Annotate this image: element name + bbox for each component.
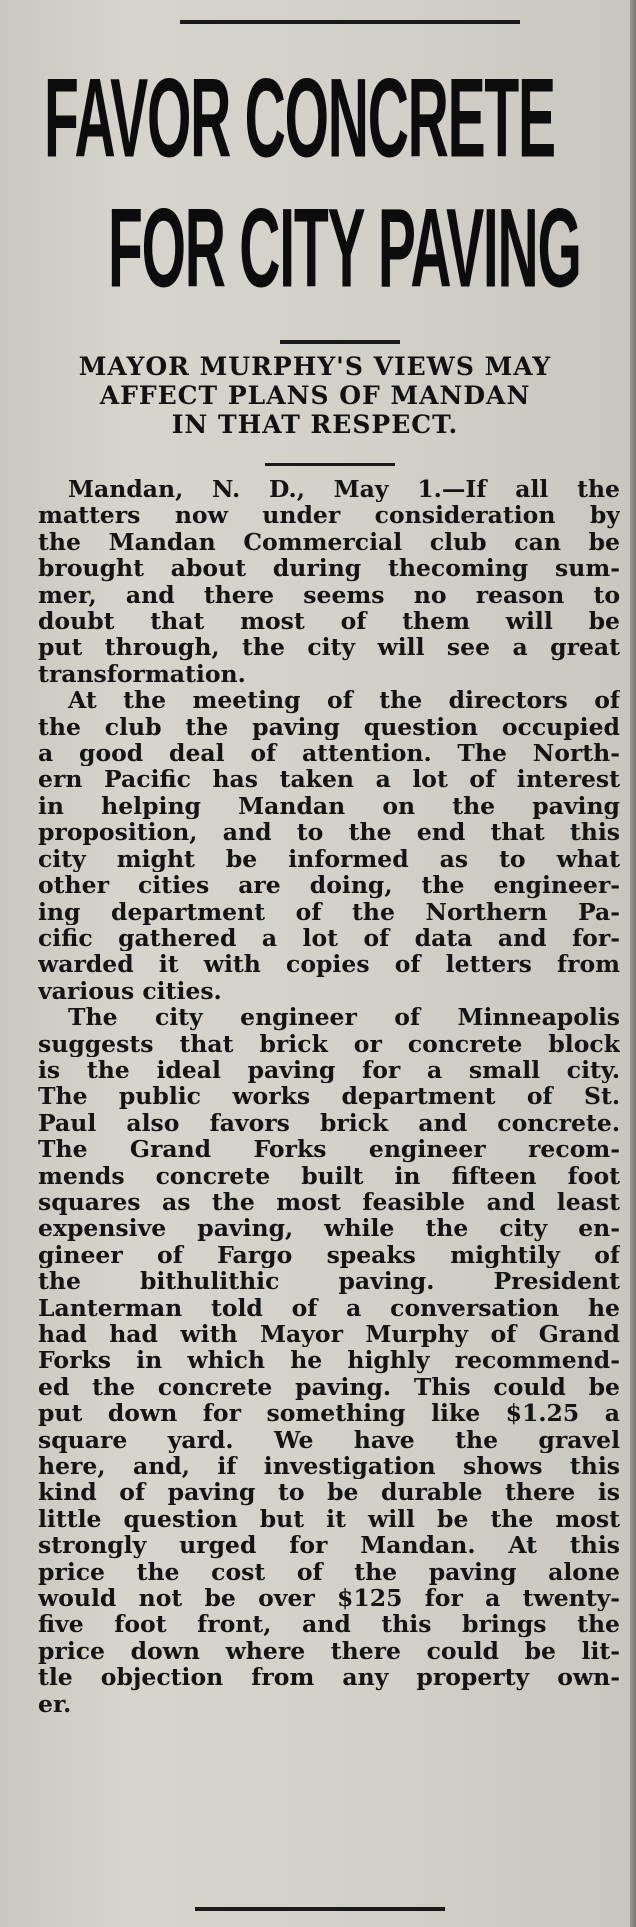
article-line: kind of paving to be durable there is [38, 1479, 620, 1506]
article-line: the bithulithic paving. President [38, 1268, 620, 1295]
article-paragraph [38, 476, 620, 687]
article-line: price the cost of the paving alone [38, 1558, 620, 1586]
subheadline-line-3: IN THAT RESPECT. [171, 410, 459, 439]
article-line: strongly urged for Mandan. At this [38, 1532, 620, 1559]
article-line: other cities are doing, the engineer- [38, 872, 620, 899]
article-line: At the meeting of the directors of [68, 687, 620, 714]
article-line: proposition, and to the end that this [38, 819, 620, 846]
article-line: put down for something like $1.25 a [38, 1400, 620, 1427]
deck-divider [265, 463, 395, 466]
article-line: gineer of Fargo speaks mightily of [38, 1241, 620, 1269]
article-paragraph [38, 1004, 620, 1717]
column-rule [630, 0, 636, 1927]
article-paragraph [38, 687, 620, 1004]
article-line: suggests that brick or concrete block [38, 1030, 620, 1057]
article-line: Lanterman told of a conversation he [38, 1294, 620, 1321]
subheadline-line-2: AFFECT PLANS OF MANDAN [99, 381, 531, 410]
article-line: various cities. [38, 977, 222, 1005]
article-line: expensive paving, while the city en- [38, 1215, 620, 1242]
article-line: ed the concrete paving. This could be [38, 1373, 620, 1401]
headline-line-1: FAVOR CONCRETE [44, 56, 555, 181]
article-line: doubt that most of them will be [38, 608, 620, 635]
article-line: five foot front, and this brings the [38, 1611, 620, 1638]
article-line: Forks in which he highly recommend- [38, 1347, 620, 1374]
article-line: the Mandan Commercial club can be [38, 528, 620, 556]
article-line: transformation. [38, 660, 246, 688]
article-line: warded it with copies of letters from [38, 951, 620, 978]
article-line: The public works department of St. [38, 1083, 620, 1110]
article-line: put through, the city will see a great [38, 634, 620, 661]
article-line: a good deal of attention. The North- [38, 740, 620, 767]
article-line: tle objection from any property own- [38, 1664, 620, 1691]
article-line: The Grand Forks engineer recom- [38, 1136, 620, 1163]
article-body [38, 476, 620, 1717]
article-line: ern Pacific has taken a lot of interest [38, 766, 620, 793]
article-line: square yard. We have the gravel [38, 1426, 620, 1454]
bottom-rule [195, 1907, 445, 1911]
top-rule [180, 20, 520, 24]
article-line: Paul also favors brick and concrete. [38, 1109, 620, 1137]
article-line: is the ideal paving for a small city. [38, 1056, 620, 1084]
article-line: price down where there could be lit- [38, 1637, 620, 1665]
article-line: matters now under consideration by [38, 502, 620, 529]
article-line: mends concrete built in fifteen foot [38, 1162, 620, 1189]
article-line: squares as the most feasible and least [38, 1188, 620, 1216]
article-line: er. [38, 1690, 72, 1718]
headline-line-2: FOR CITY PAVING [108, 186, 581, 311]
article-line: had had with Mayor Murphy of Grand [38, 1321, 620, 1348]
article-line: would not be over $125 for a twenty- [38, 1585, 620, 1612]
subheadline [30, 352, 600, 439]
headline-divider [280, 340, 400, 344]
article-line: mer, and there seems no reason to [38, 581, 620, 609]
article-line: in helping Mandan on the paving [38, 792, 620, 820]
article-line: the club the paving question occupied [38, 713, 620, 741]
article-line: cific gathered a lot of data and for- [38, 924, 620, 952]
article-line: The city engineer of Minneapolis [68, 1004, 620, 1031]
article-line: city might be informed as to what [38, 845, 620, 873]
article-line: ing department of the Northern Pa- [38, 898, 620, 925]
subheadline-line-1: MAYOR MURPHY'S VIEWS MAY [78, 352, 552, 381]
article-line: brought about during thecoming sum- [38, 555, 620, 582]
article-line: here, and, if investigation shows this [38, 1453, 620, 1480]
article-line: Mandan, N. D., May 1.—If all the [68, 476, 620, 503]
article-line: little question but it will be the most [38, 1505, 620, 1533]
